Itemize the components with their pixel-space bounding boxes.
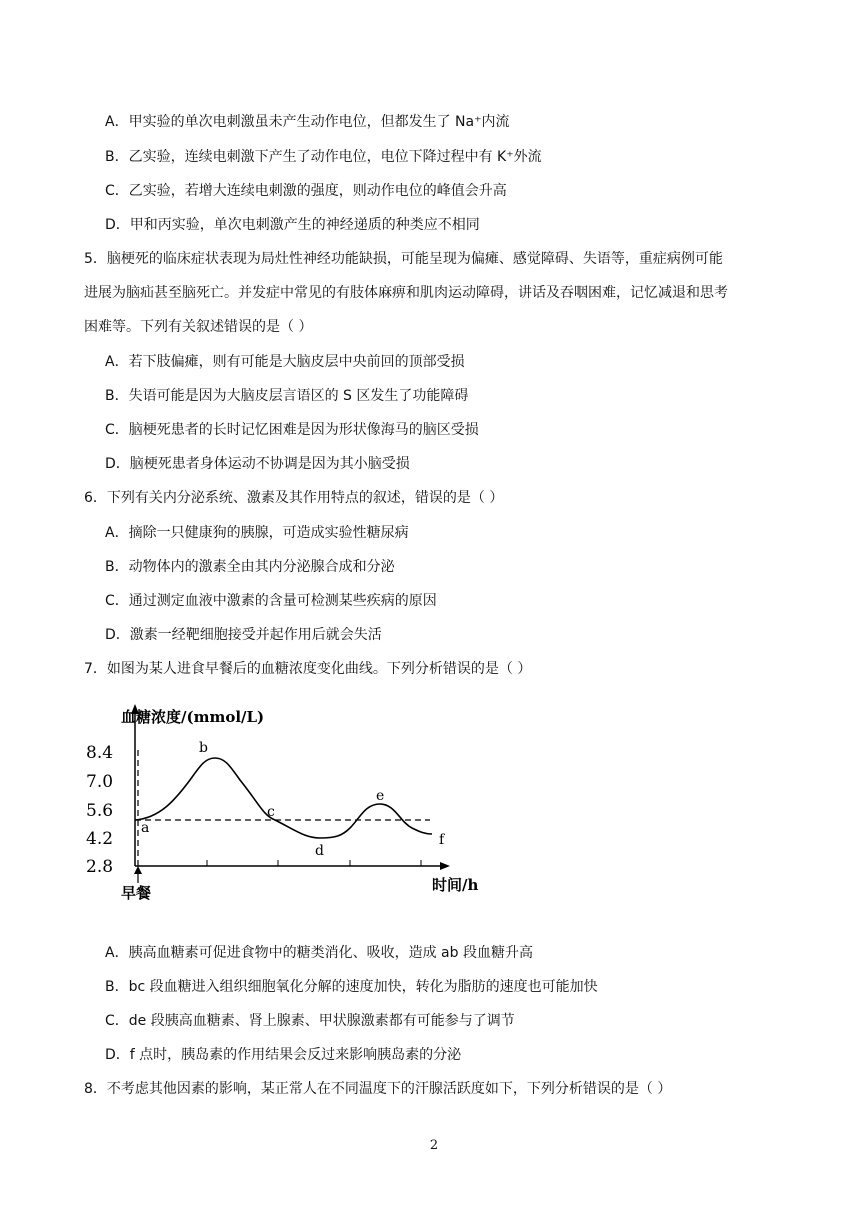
q7-option-d: D．f 点时，胰岛素的作用结果会反过来影响胰岛素的分泌 bbox=[105, 1047, 462, 1063]
q6-option-a: A．摘除一只健康狗的胰腺，可造成实验性糖尿病 bbox=[105, 525, 409, 541]
q4-option-c: C．乙实验，若增大连续电刺激的强度，则动作电位的峰值会升高 bbox=[105, 183, 507, 199]
y-tick-label: 2.8 bbox=[86, 857, 114, 877]
q7-option-c: C．de 段胰高血糖素、肾上腺素、甲状腺激素都有可能参与了调节 bbox=[105, 1013, 515, 1029]
blood-glucose-graph bbox=[80, 700, 500, 900]
q4-option-a: A．甲实验的单次电刺激虽未产生动作电位，但都发生了 Na⁺内流 bbox=[105, 114, 510, 130]
point-label-a: a bbox=[141, 820, 150, 836]
q5-stem-line-2: 进展为脑疝甚至脑死亡。并发症中常见的有肢体麻痹和肌肉运动障碍，讲话及吞咽困难，记忆减退和思考 bbox=[84, 285, 728, 301]
glucose-curve bbox=[135, 758, 432, 838]
breakfast-arrow-icon bbox=[134, 866, 142, 874]
q5-option-c: C．脑梗死患者的长时记忆困难是因为形状像海马的脑区受损 bbox=[105, 422, 479, 438]
q4-option-d: D．甲和丙实验，单次电刺激产生的神经递质的种类应不相同 bbox=[105, 217, 480, 233]
q5-stem-line-1: 5．脑梗死的临床症状表现为局灶性神经功能缺损，可能呈现为偏瘫、感觉障碍、失语等，重症病例可能 bbox=[84, 251, 723, 267]
point-label-e: e bbox=[376, 788, 385, 804]
q4-option-b: B．乙实验，连续电刺激下产生了动作电位，电位下降过程中有 K⁺外流 bbox=[105, 149, 542, 165]
q6-stem: 6．下列有关内分泌系统、激素及其作用特点的叙述，错误的是（ ） bbox=[84, 490, 504, 506]
page-number: 2 bbox=[429, 1138, 439, 1153]
y-axis-label: 血糖浓度/(mmol/L) bbox=[121, 708, 265, 726]
q6-option-c: C．通过测定血液中激素的含量可检测某些疾病的原因 bbox=[105, 593, 437, 609]
y-tick-label: 7.0 bbox=[86, 772, 114, 792]
x-axis-arrow bbox=[440, 862, 450, 870]
q6-option-d: D．激素一经靶细胞接受并起作用后就会失活 bbox=[105, 627, 382, 643]
q6-option-b: B．动物体内的激素全由其内分泌腺合成和分泌 bbox=[105, 559, 395, 575]
point-label-c: c bbox=[267, 804, 275, 820]
q5-option-d: D．脑梗死患者身体运动不协调是因为其小脑受损 bbox=[105, 456, 410, 472]
y-tick-label: 4.2 bbox=[86, 829, 114, 849]
q5-stem-line-3: 困难等。下列有关叙述错误的是（ ） bbox=[84, 319, 313, 335]
q8-stem: 8．不考虑其他因素的影响，某正常人在不同温度下的汗腺活跃度如下，下列分析错误的是（ ） bbox=[84, 1081, 672, 1097]
point-label-f: f bbox=[439, 832, 445, 848]
breakfast-label: 早餐 bbox=[121, 884, 152, 900]
y-tick-label: 5.6 bbox=[86, 801, 114, 821]
x-axis-label: 时间/h bbox=[432, 876, 479, 894]
q5-option-a: A．若下肢偏瘫，则有可能是大脑皮层中央前回的顶部受损 bbox=[105, 354, 465, 370]
q7-option-b: B．bc 段血糖进入组织细胞氧化分解的速度加快，转化为脂肪的速度也可能加快 bbox=[105, 979, 598, 995]
point-label-b: b bbox=[199, 740, 208, 756]
q7-option-a: A．胰高血糖素可促进食物中的糖类消化、吸收，造成 ab 段血糖升高 bbox=[105, 945, 533, 961]
point-label-d: d bbox=[315, 843, 324, 859]
q5-option-b: B．失语可能是因为大脑皮层言语区的 S 区发生了功能障碍 bbox=[105, 388, 469, 404]
q7-stem: 7．如图为某人进食早餐后的血糖浓度变化曲线。下列分析错误的是（ ） bbox=[84, 661, 532, 677]
y-tick-label: 8.4 bbox=[86, 743, 114, 763]
